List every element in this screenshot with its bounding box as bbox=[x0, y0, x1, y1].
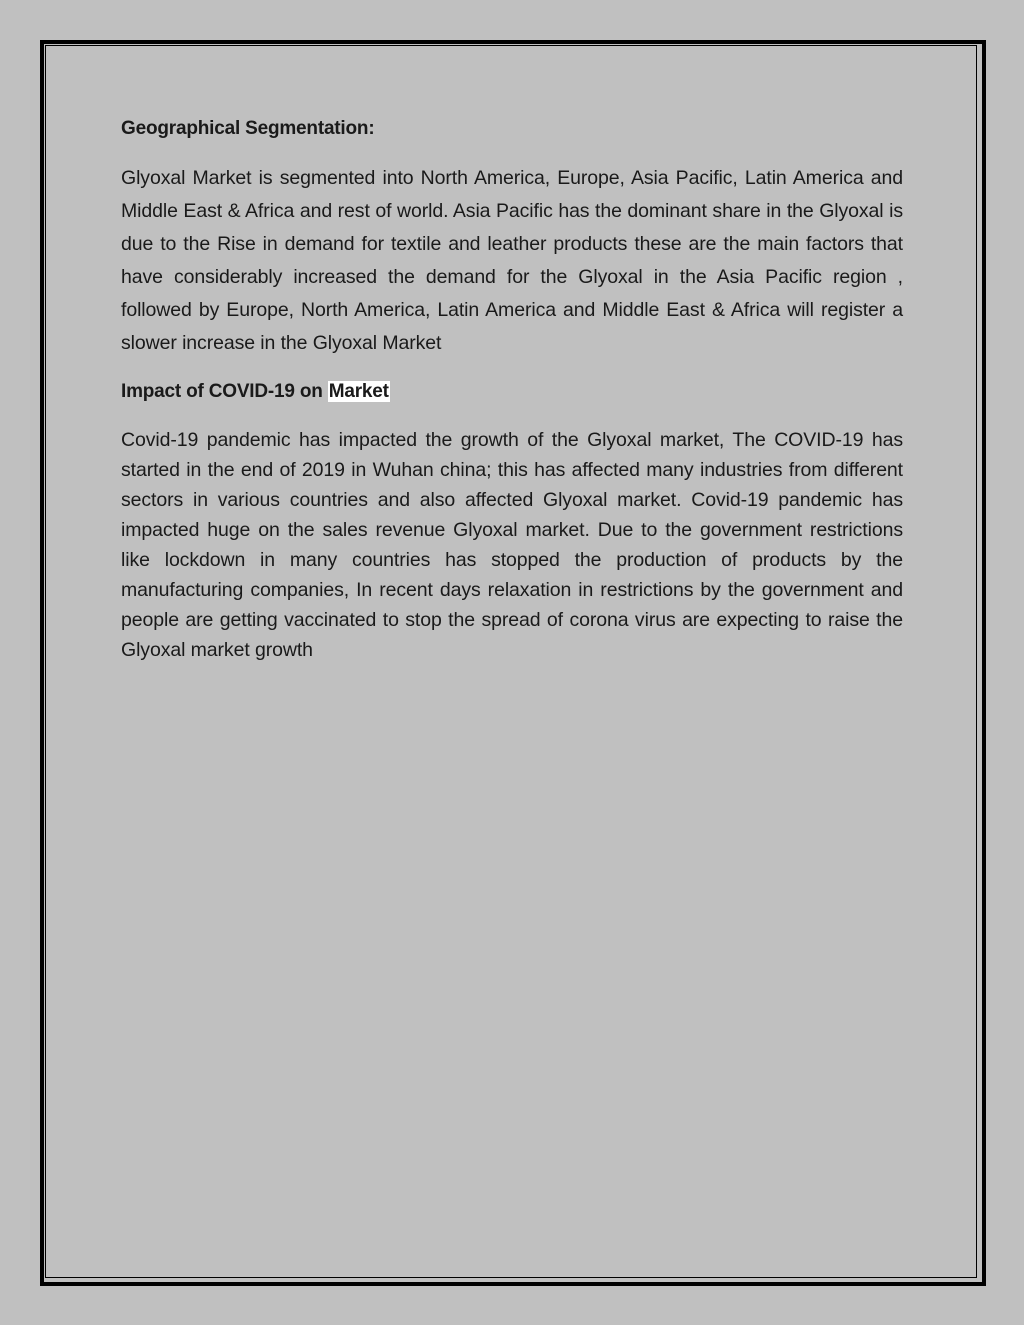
geographical-segmentation-paragraph: Glyoxal Market is segmented into North America, Europe, Asia Pacific, Latin America and Middle East & Africa and rest of world. Asia Pacific has the dominant share in the Glyoxal is due to the Rise in demand for textile and leather products these are the main factors that have considerably increased the demand for the Glyoxal in the Asia Pacific region , followed by Europe, North America, Latin America and Middle East & Africa will register a slower increase in the Glyoxal Market bbox=[121, 167, 903, 354]
covid-impact-heading bbox=[121, 377, 903, 407]
document-content bbox=[121, 118, 903, 665]
covid-heading-highlight: Market bbox=[328, 381, 389, 402]
geographical-segmentation-heading: Geographical Segmentation: bbox=[121, 118, 375, 139]
covid-heading-prefix: Impact of COVID-19 on bbox=[121, 381, 328, 402]
covid-impact-paragraph: Covid-19 pandemic has impacted the growth of the Glyoxal market, The COVID-19 has started in the end of 2019 in Wuhan china; this has affected many industries from different sectors in various countries and also affected Glyoxal market. Covid-19 pandemic has impacted huge on the sales revenue Glyoxal market. Due to the government restrictions like lockdown in many countries has stopped the production of products by the manufacturing companies, In recent days relaxation in restrictions by the government and people are getting vaccinated to stop the spread of corona virus are expecting to raise the Glyoxal market growth bbox=[121, 429, 903, 661]
